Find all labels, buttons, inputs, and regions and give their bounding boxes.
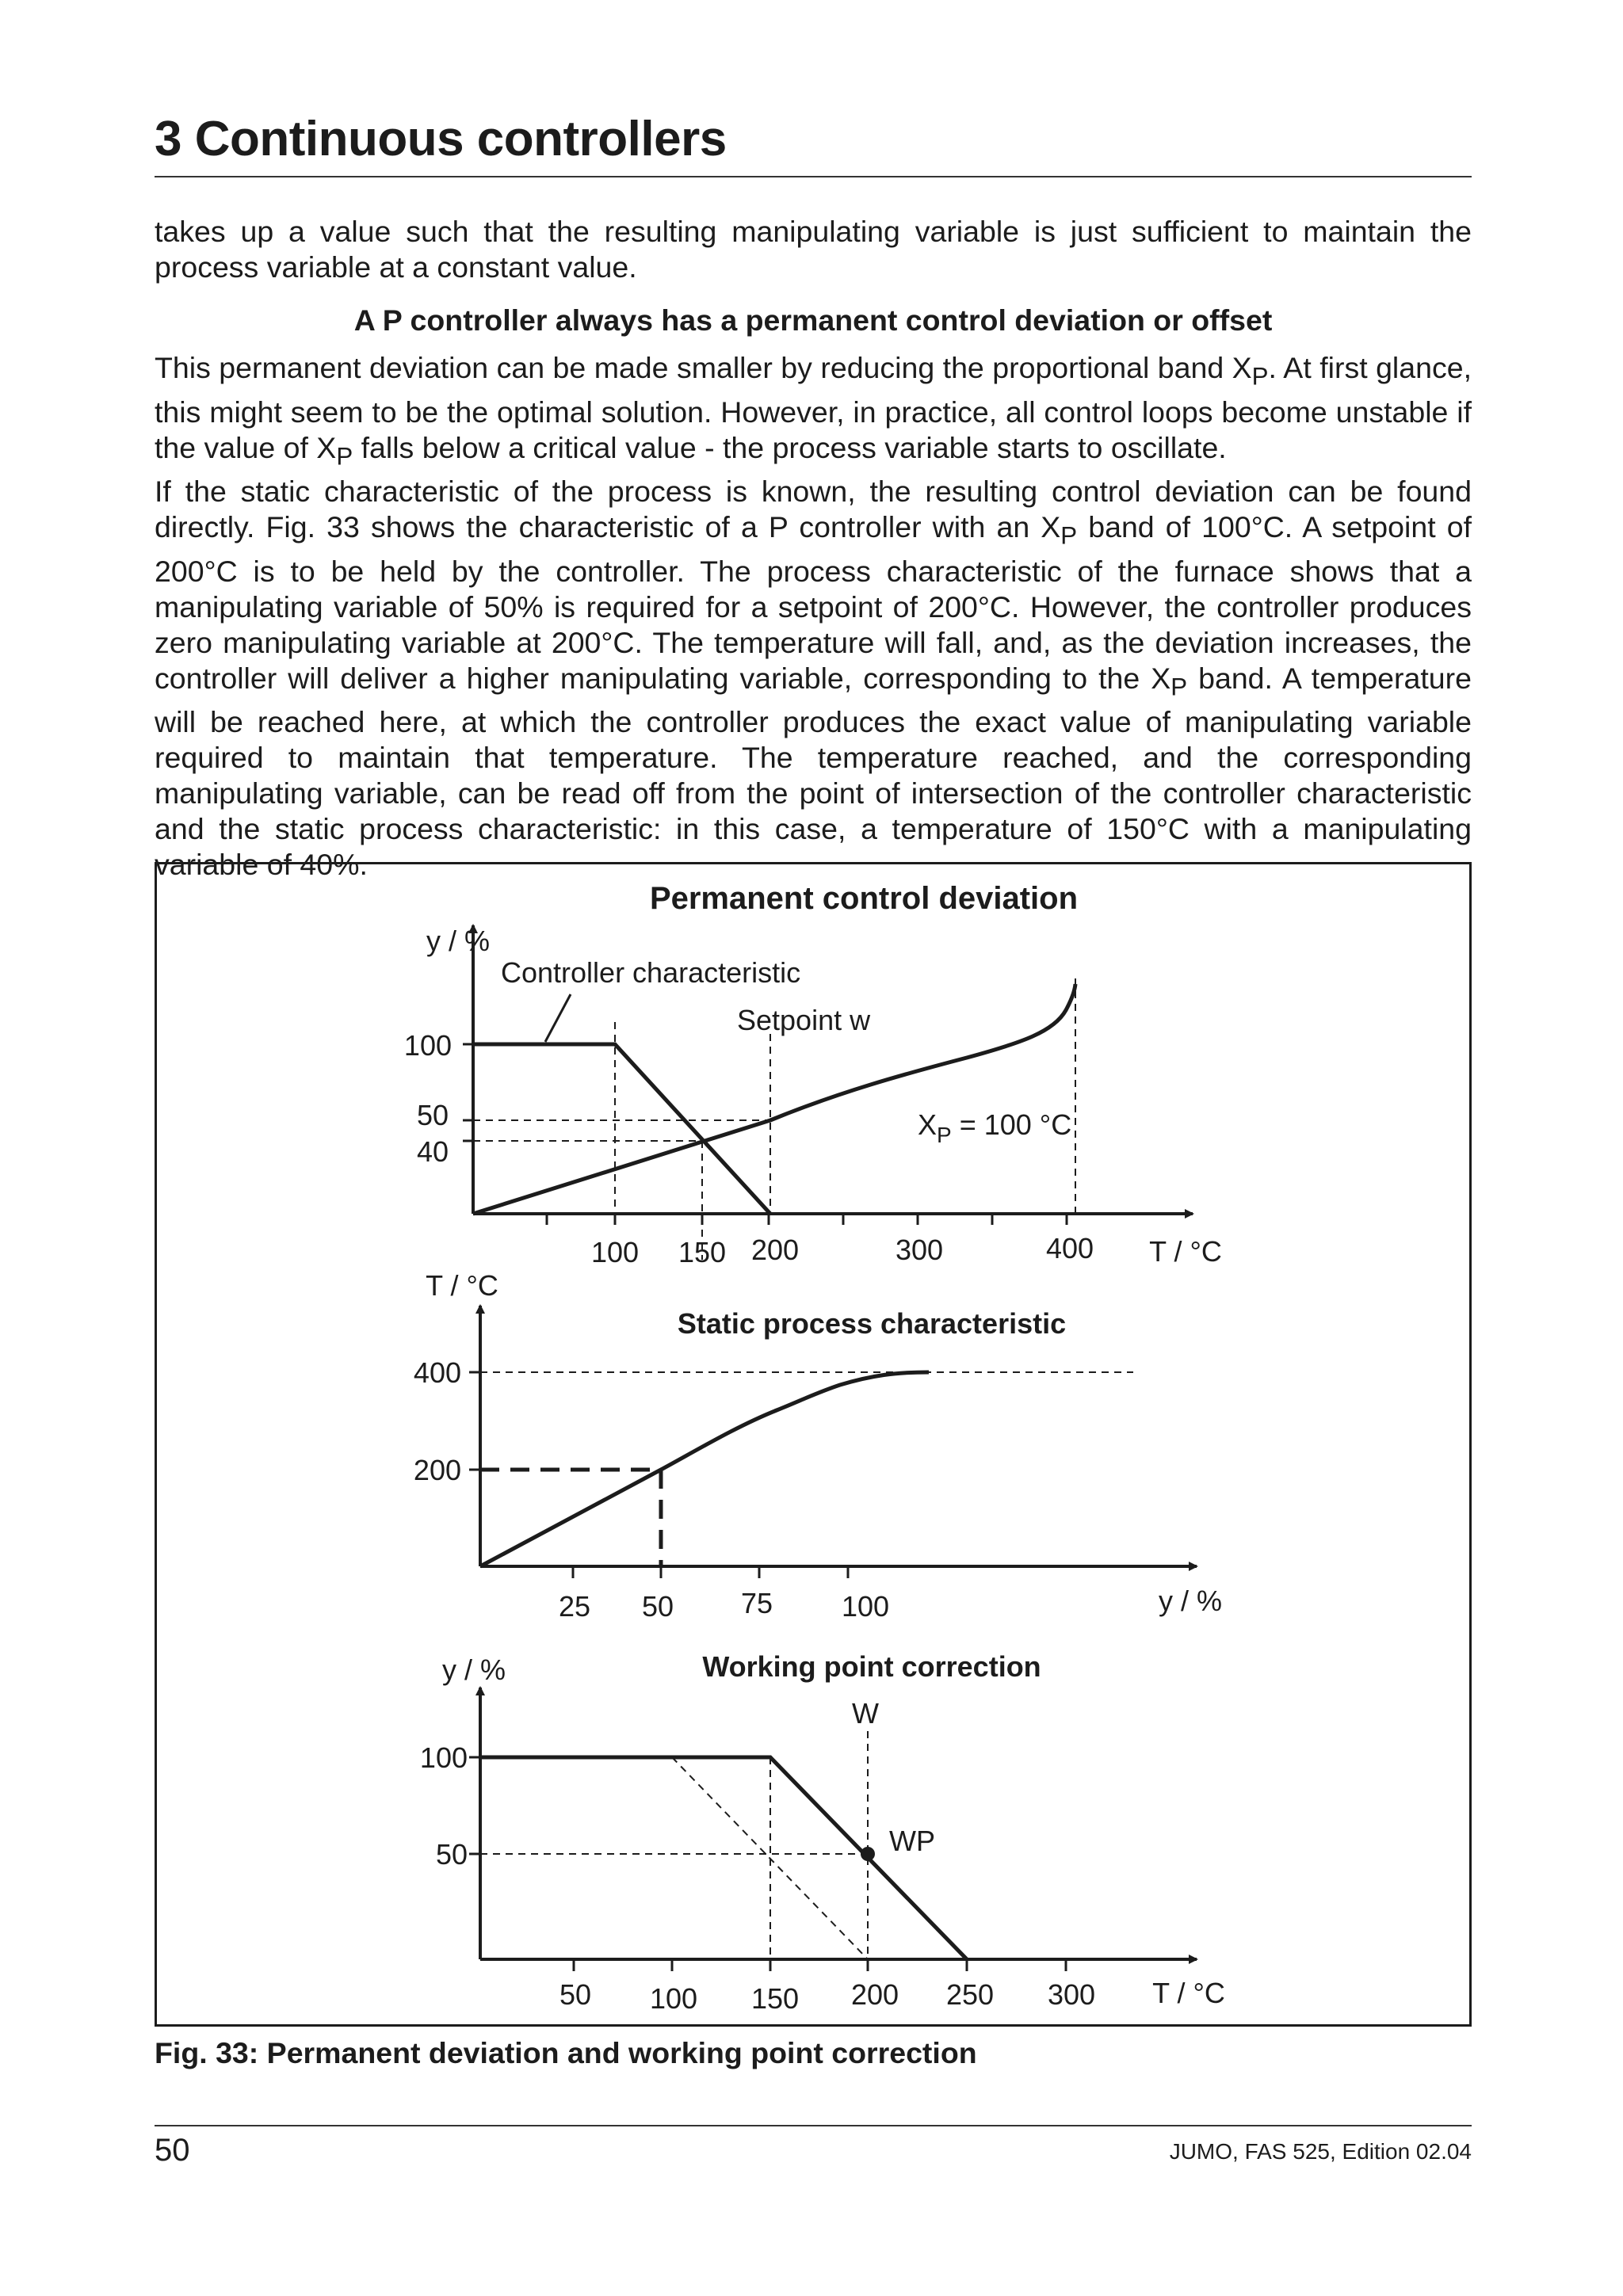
p4-text-3: band. A temperature will be reached here, at which the controller produces the exact value of manipulating variable required to maintain that temperature. The temperature reached, and the corresponding manipulating variable, can be read off from the point of intersection of the controller characteristic and the static process characteristic: in this case, a temperature of 150°C with a manipulating variable of 40%. xyxy=(155,661,1472,881)
controller-characteristic-label: Controller characteristic xyxy=(501,956,801,989)
p4-text-1: If the static characteristic of the process is known, the resulting control deviation can be found directly. Fig. 33 shows the characteristic of a P controller with an X xyxy=(155,475,1472,543)
bot-x-tick-label-150: 150 xyxy=(750,1982,800,2015)
page-number: 50 xyxy=(155,2133,190,2168)
top-x-tick-label-200: 200 xyxy=(750,1234,800,1266)
bot-x-tick-label-50: 50 xyxy=(559,1978,592,2011)
bot-x-axis-label: T / °C xyxy=(1152,1977,1225,2009)
top-y-tick-label-100: 100 xyxy=(403,1029,452,1062)
controller-label-leader xyxy=(545,994,571,1042)
bot-x-tick-label-300: 300 xyxy=(1047,1978,1096,2011)
setpoint-w-label: Setpoint w xyxy=(737,1004,871,1036)
mid-x-axis-label: y / % xyxy=(1158,1585,1223,1617)
p3-sub-2: P xyxy=(336,442,353,470)
top-y-tick-label-40: 40 xyxy=(416,1135,449,1168)
p3-text-1: This permanent deviation can be made smaller by reducing the proportional band X xyxy=(155,351,1252,384)
mid-x-tick-label-75: 75 xyxy=(740,1587,773,1619)
top-x-axis-label: T / °C xyxy=(1149,1235,1222,1268)
bot-chart-title: Working point correction xyxy=(702,1650,1041,1683)
bot-w-label: W xyxy=(852,1697,879,1730)
xp-label: $X_P = 100$ °C xyxy=(918,1108,1072,1147)
bold-statement: A P controller always has a permanent control deviation or offset xyxy=(353,303,1273,337)
mid-x-tick-label-25: 25 xyxy=(558,1590,591,1623)
edition-label: JUMO, FAS 525, Edition 02.04 xyxy=(1169,2139,1472,2164)
p4-sub-1: P xyxy=(1060,521,1078,550)
top-x-tick-label-400: 400 xyxy=(1045,1232,1094,1264)
top-x-tick-label-100: 100 xyxy=(590,1236,640,1268)
p4-text-2: band of 100°C. A setpoint of 200°C is to be held by the controller. The process characteristic of the furnace shows that a manipulating variable of 50% is required for a setpoint of 200°C. However, the controller produces zero manipulating variable at 200°C. The temperature will fall, and, as the deviation increases, the controller will deliver a higher manipulating variable, corresponding to the X xyxy=(155,510,1472,695)
figure-caption: Fig. 33: Permanent deviation and working point correction xyxy=(155,2036,977,2069)
p3-text-2: . At first glance, this might seem to be the optimal solution. However, in practice, all control loops become unstable if the value of X xyxy=(155,351,1472,464)
mid-x-tick-label-50: 50 xyxy=(641,1590,674,1623)
bot-x-tick-label-100: 100 xyxy=(649,1982,698,2015)
bot-x-tick-label-200: 200 xyxy=(850,1978,899,2011)
working-point-marker xyxy=(861,1847,875,1861)
mid-x-tick-label-100: 100 xyxy=(841,1590,890,1623)
bot-corrected-controller-line xyxy=(480,1757,967,1959)
bot-wp-label: WP xyxy=(889,1825,935,1857)
page-title: 3 Continuous controllers xyxy=(155,112,727,166)
top-x-tick-label-300: 300 xyxy=(895,1234,944,1266)
top-y-tick-label-50: 50 xyxy=(416,1099,449,1131)
top-y-axis-label: y / % xyxy=(426,925,491,957)
p3-sub-1: P xyxy=(1251,362,1269,391)
bot-y-axis-label: y / % xyxy=(441,1653,506,1686)
top-x-tick-label-150: 150 xyxy=(678,1236,727,1268)
bot-x-tick-label-250: 250 xyxy=(945,1978,995,2011)
p3-text-3: falls below a critical value - the process variable starts to oscillate. xyxy=(353,430,1227,464)
mid-chart-title: Static process characteristic xyxy=(677,1307,1067,1340)
mid-y-tick-label-400: 400 xyxy=(413,1356,461,1389)
top-chart-title: Permanent control deviation xyxy=(649,881,1079,916)
controller-characteristic-line xyxy=(473,1044,770,1214)
mid-y-tick-label-200: 200 xyxy=(413,1454,461,1486)
paragraph-1: takes up a value such that the resulting manipulating variable is just sufficient to maintain the process variable at a constant value. xyxy=(155,215,1472,284)
p4-sub-2: P xyxy=(1170,673,1188,700)
bot-y-tick-label-100: 100 xyxy=(419,1741,468,1774)
mid-y-axis-label: T / °C xyxy=(426,1269,498,1302)
footer-divider xyxy=(155,2125,1472,2126)
bot-y-tick-label-50: 50 xyxy=(435,1838,468,1871)
